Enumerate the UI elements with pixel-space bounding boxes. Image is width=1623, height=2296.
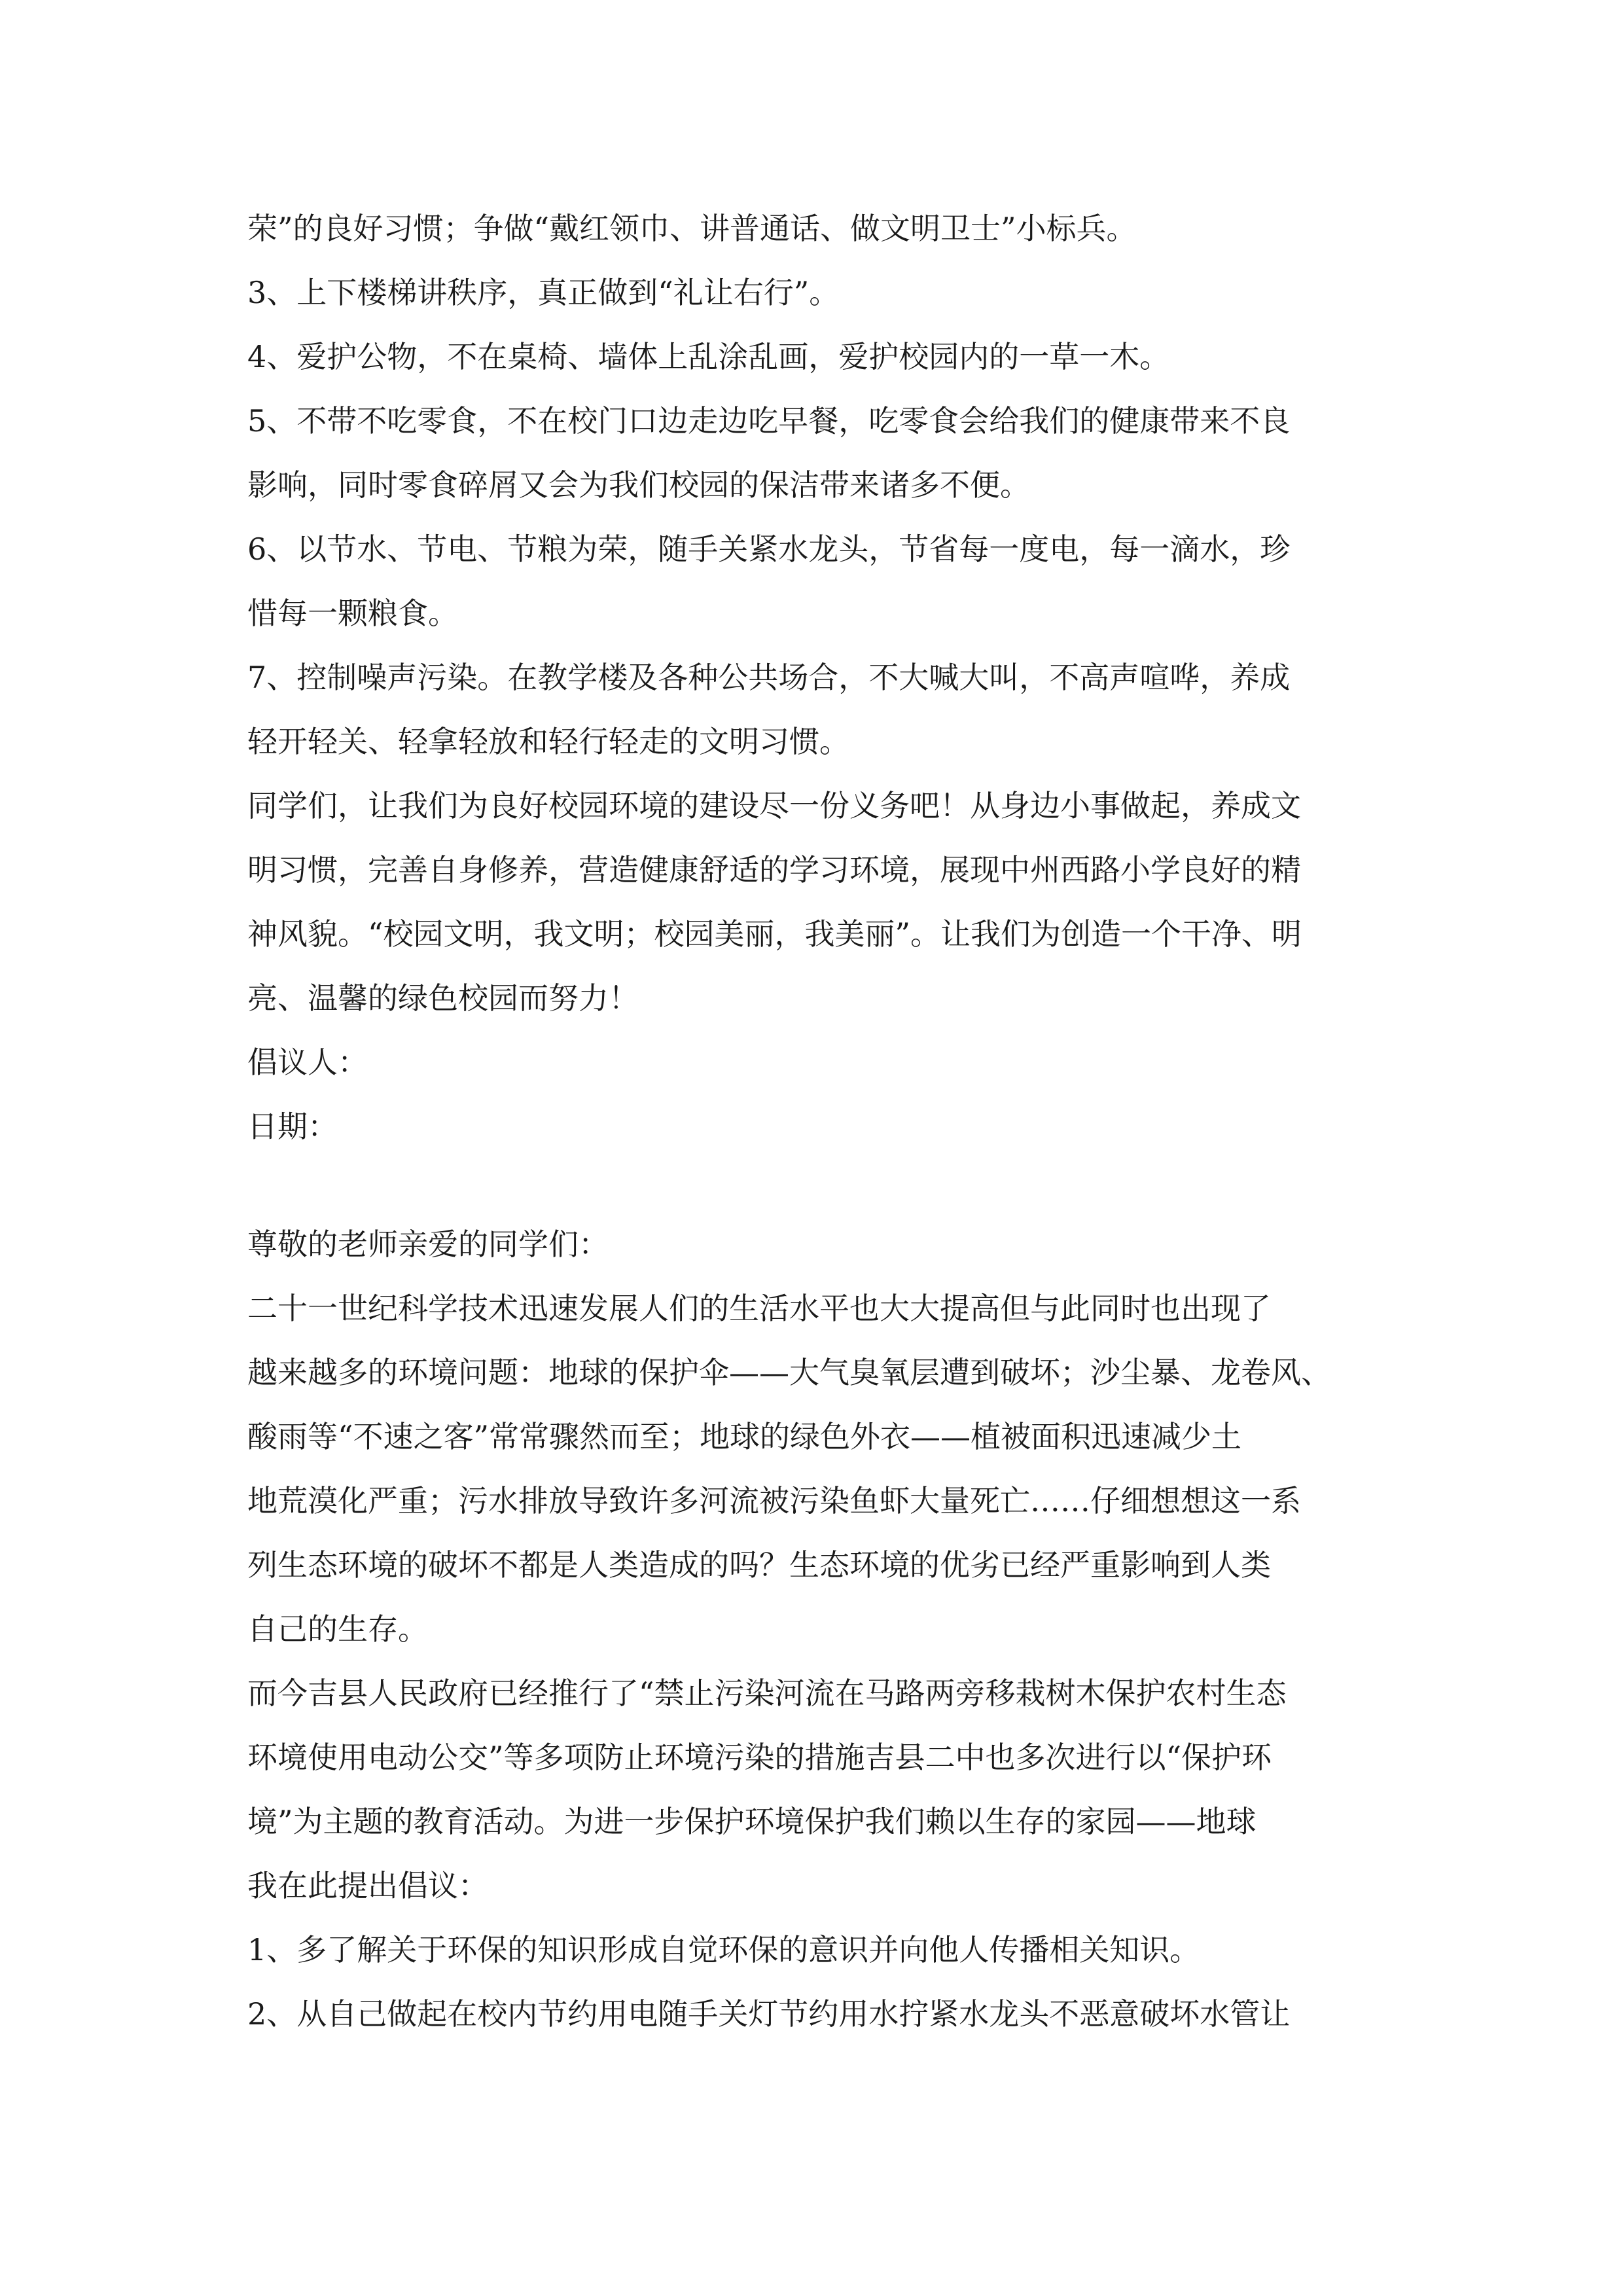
text-line: 明习惯，完善自身修养，营造健康舒适的学习环境，展现中州西路小学良好的精 xyxy=(247,852,1301,888)
text-line: 神风貌。“校园文明，我文明；校园美丽，我美丽”。让我们为创造一个干净、明 xyxy=(247,916,1302,952)
salutation: 尊敬的老师亲爱的同学们： xyxy=(247,1227,609,1262)
text-line: 境”为主题的教育活动。为进一步保护环境保护我们赖以生存的家园——地球 xyxy=(247,1804,1257,1839)
text-line: 自己的生存。 xyxy=(247,1611,428,1647)
text-line: 环境使用电动公交”等多项防止环境污染的措施吉县二中也多次进行以“保护环 xyxy=(247,1740,1272,1775)
text-line: 荣”的良好习惯；争做“戴红领巾、讲普通话、做文明卫士”小标兵。 xyxy=(247,211,1137,246)
text-line: 4、爱护公物，不在桌椅、墙体上乱涂乱画，爱护校园内的一草一木。 xyxy=(247,339,1170,374)
text-line: 我在此提出倡议： xyxy=(247,1868,488,1903)
date-label: 日期： xyxy=(247,1109,338,1144)
text-line: 惜每一颗粮食。 xyxy=(247,596,458,631)
text-line: 2、从自己做起在校内节约用电随手关灯节约用水拧紧水龙头不恶意破坏水管让 xyxy=(247,1996,1291,2032)
text-line: 而今吉县人民政府已经推行了“禁止污染河流在马路两旁移栽树木保护农村生态 xyxy=(247,1676,1287,1711)
initiator-label: 倡议人： xyxy=(247,1045,368,1080)
text-line: 轻开轻关、轻拿轻放和轻行轻走的文明习惯。 xyxy=(247,724,849,759)
text-line: 越来越多的环境问题：地球的保护伞——大气臭氧层遭到破坏；沙尘暴、龙卷风、 xyxy=(247,1355,1331,1390)
text-line: 地荒漠化严重；污水排放导致许多河流被污染鱼虾大量死亡……仔细想想这一系 xyxy=(247,1483,1301,1518)
text-line: 亮、温馨的绿色校园而努力！ xyxy=(247,980,639,1016)
text-line: 影响，同时零食碎屑又会为我们校园的保洁带来诸多不便。 xyxy=(247,467,1030,503)
text-line: 列生态环境的破坏不都是人类造成的吗？生态环境的优劣已经严重影响到人类 xyxy=(247,1547,1271,1583)
text-line: 3、上下楼梯讲秩序，真正做到“礼让右行”。 xyxy=(247,275,840,310)
text-line: 同学们，让我们为良好校园环境的建设尽一份义务吧！从身边小事做起，养成文 xyxy=(247,788,1301,823)
text-line: 酸雨等“不速之客”常常骤然而至；地球的绿色外衣——植被面积迅速减少土 xyxy=(247,1419,1242,1454)
text-line: 6、以节水、节电、节粮为荣，随手关紧水龙头，节省每一度电，每一滴水，珍 xyxy=(247,531,1291,567)
text-line: 7、控制噪声污染。在教学楼及各种公共场合，不大喊大叫，不高声喧哗，养成 xyxy=(247,660,1291,695)
environmental-initiative xyxy=(247,1212,1376,2046)
text-line: 二十一世纪科学技术迅速发展人们的生活水平也大大提高但与此同时也出现了 xyxy=(247,1291,1271,1326)
initiative-continuation xyxy=(247,196,1376,1158)
text-line: 5、不带不吃零食，不在校门口边走边吃早餐，吃零食会给我们的健康带来不良 xyxy=(247,403,1291,439)
text-line: 1、多了解关于环保的知识形成自觉环保的意识并向他人传播相关知识。 xyxy=(247,1932,1200,1967)
